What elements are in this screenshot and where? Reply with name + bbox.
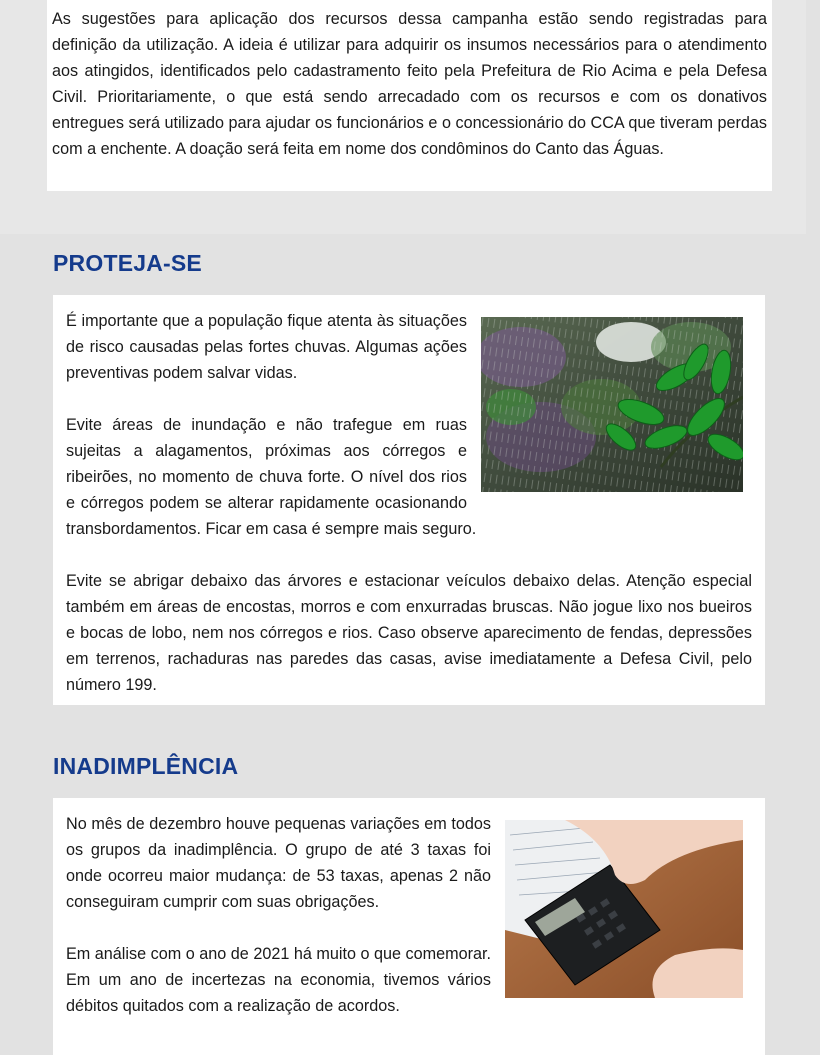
inadimplencia-title: INADIMPLÊNCIA [53,753,239,779]
inadimplencia-paragraph: Em análise com o ano de 2021 há muito o que comemorar. Em um ano de incertezas na economia, tivemos vários débitos quitados com a realização de acordos. [66,945,491,1015]
proteja-paragraph: É importante que a população fique atenta às situações de risco causadas pelas fortes chuvas. Algumas ações preventivas podem salvar vidas. [66,312,467,382]
campaign-card [47,0,772,191]
campaign-section [0,0,806,234]
inadimplencia-card [53,798,765,1055]
proteja-card [53,295,765,705]
proteja-title: PROTEJA-SE [53,250,202,276]
proteja-paragraph: Evite se abrigar debaixo das árvores e estacionar veículos debaixo delas. Atenção especial também em áreas de encostas, morros e com enxurradas bruscas. Não jogue lixo nos bueiros e bocas de lobo, nem nos córregos e rios. Caso observe aparecimento de fendas, depressões em terrenos, rachaduras nas paredes das casas, avise imediatamente a Defesa Civil, pelo número 199. [66,572,752,694]
proteja-paragraph: Evite áreas de inundação e não trafegue em ruas sujeitas a alagamentos, próximas aos córregos e ribeirões, no momento de chuva forte. O nível dos rios e córregos podem se alterar rapidamente ocasionando transbordamentos. Ficar em casa é sempre mais seguro. [66,416,477,538]
inadimplencia-paragraph: No mês de dezembro houve pequenas variações em todos os grupos da inadimplência. O grupo de até 3 taxas foi onde ocorreu maior mudança: de 53 taxas, apenas 2 não conseguiram cumprir com suas obrigações. [66,815,491,911]
rain-plant-photo [481,317,743,492]
campaign-paragraph: As sugestões para aplicação dos recursos dessa campanha estão sendo registradas para definição da utilização. A ideia é utilizar para adquirir os insumos necessários para o atendimento aos atingidos, identificados pelo cadastramento feito pela Prefeitura de Rio Acima e pela Defesa Civil. Prioritariamente, o que está sendo arrecadado com os recursos e com os donativos entregues será utilizado para ajudar os funcionários e o concessionário do CCA que tiveram perdas com a enchente. A doação será feita em nome dos condôminos do Canto das Águas. [52,10,767,158]
calculator-photo [505,820,743,998]
